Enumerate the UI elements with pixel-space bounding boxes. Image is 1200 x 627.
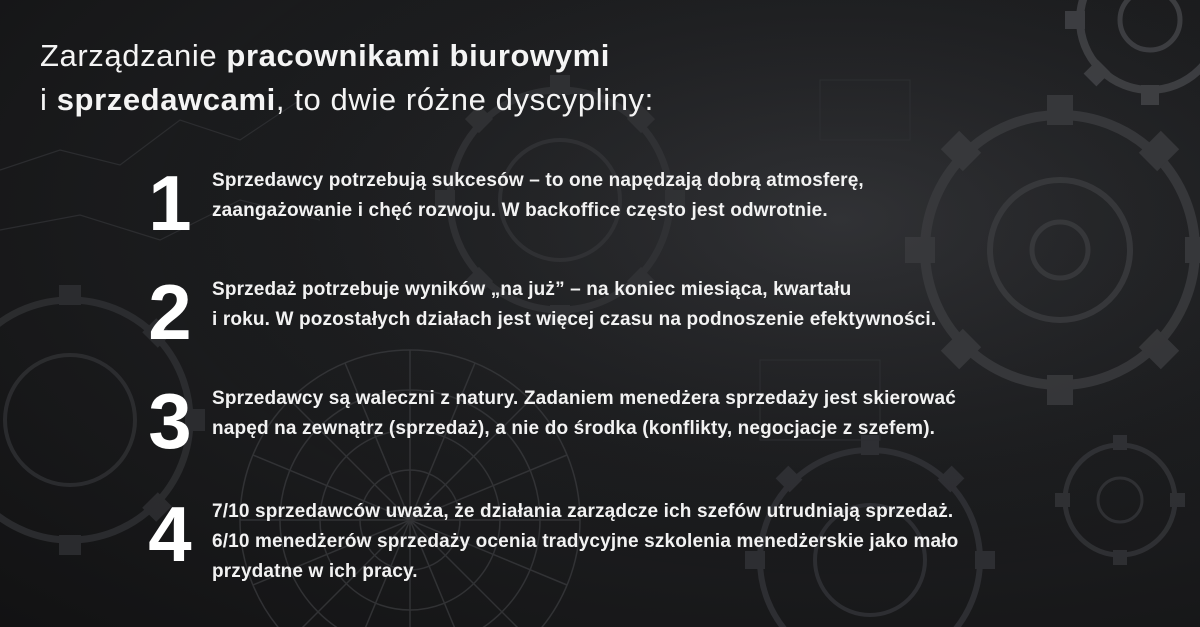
page-title: [40, 34, 654, 122]
title-line-2: [40, 82, 654, 117]
item-number: 2: [148, 268, 192, 356]
item-number: 4: [148, 490, 192, 578]
item-text: Sprzedawcy są waleczni z natury. Zadaniem menedżera sprzedaży jest skierować napęd na zewnątrz (sprzedaż), a nie do środka (konflikty, negocjacje z szefem).: [212, 388, 956, 439]
title-line-1: [40, 38, 610, 73]
list-item-2: [144, 268, 1154, 375]
title-emphasis: pracownikami biurowymi: [226, 38, 610, 73]
item-text: 7/10 sprzedawców uważa, że działania zarządcze ich szefów utrudniają sprzedaż. 6/10 menedżerów sprzedaży ocenia tradycyjne szkolenia menedżerskie jako mało przydatne w ich pracy.: [212, 501, 959, 582]
list-item-1: [144, 159, 1154, 266]
list-item-3: [144, 377, 1154, 484]
title-text: Zarządzanie: [40, 38, 227, 73]
title-emphasis: sprzedawcami: [56, 82, 276, 117]
item-text: Sprzedawcy potrzebują sukcesów – to one napędzają dobrą atmosferę, zaangażowanie i chęć rozwoju. W backoffice często jest odwrotnie.: [212, 170, 864, 221]
item-number: 3: [148, 377, 192, 465]
list-item-4: [144, 490, 1154, 597]
title-text: , to dwie różne dyscypliny:: [275, 82, 654, 117]
title-text: i: [40, 82, 57, 117]
item-text: Sprzedaż potrzebuje wyników „na już” – na koniec miesiąca, kwartału i roku. W pozostałych działach jest więcej czasu na podnoszenie efektywności.: [212, 279, 937, 330]
item-number: 1: [148, 159, 192, 247]
